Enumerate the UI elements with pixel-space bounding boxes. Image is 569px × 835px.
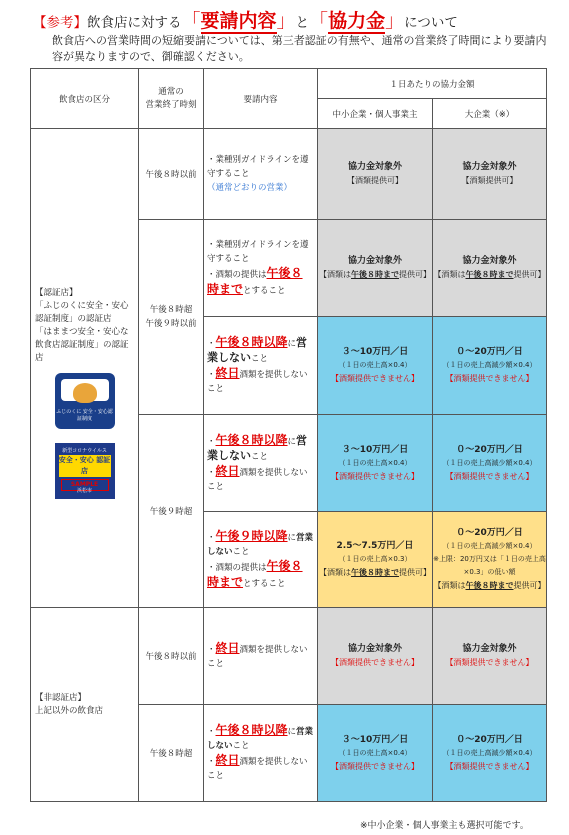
pay-sme-row7: ３〜10万円／日 （１日の売上高×0.4） 【酒類提供できません】 (318, 705, 433, 802)
category-noncertified: 【非認証店】 上記以外の飲食店 (31, 608, 139, 802)
request-table (30, 68, 547, 802)
pay-large-row1: 協力金対象外 【酒類提供可】 (433, 129, 547, 220)
intro-text: 飲食店への営業時間の短縮要請については、第三者認証の有無や、通常の営業終了時間により要請内容が異なりますので、御確認ください。 (52, 34, 547, 63)
time-before8-noncert: 午後８時以前 (139, 608, 204, 705)
hamamatsu-cert-logo: 新型コロナウイルス 安全・安心 認証店 SAMPLE 浜松市 (55, 443, 115, 499)
page-title: 【参考】飲食店に対する「要請内容」と「協力金」について (33, 10, 458, 32)
category-certified: 【認証店】 「ふじのくに安全・安心認証制度」の認証店 「はままつ安全・安心な飲食店認証制度」の認証店 ふじのくに 安全・安心認証制度 新型コロナウイルス 安全・安心 認証店 SAMPLE 浜松市 (31, 129, 139, 608)
pay-large-row2: 協力金対象外 【酒類は午後８時まで提供可】 (433, 220, 547, 317)
request-close-8b: ・午後８時以降に営業しないこと ・終日酒類を提供しないこと (204, 415, 318, 512)
pay-sme-row5: 2.5〜7.5万円／日 （１日の売上高×0.3） 【酒類は午後８時まで提供可】 (318, 512, 433, 608)
time-8-to-9: 午後８時超 午後９時以前 (139, 220, 204, 415)
request-guideline-alcohol: ・業種別ガイドラインを遵守すること ・酒類の提供は午後８時までとすること (204, 220, 318, 317)
pay-large-row5: ０〜20万円／日 （１日の売上高減少額×0.4） ※上限：20万円又は「１日の売上高×0.3」の低い額 【酒類は午後８時まで提供可】 (433, 512, 547, 608)
footnote: ※中小企業・個人事業主も選択可能です。 (360, 821, 529, 831)
request-close-8: ・午後８時以降に営業しないこと ・終日酒類を提供しないこと (204, 317, 318, 415)
pay-sme-row4: ３〜10万円／日 （１日の売上高×0.4） 【酒類提供できません】 (318, 415, 433, 512)
header-sme: 中小企業・個人事業主 (318, 99, 433, 129)
fujinokuni-cert-logo: ふじのくに 安全・安心認証制度 (55, 373, 115, 429)
pay-sme-row2: 協力金対象外 【酒類は午後８時まで提供可】 (318, 220, 433, 317)
time-before8: 午後８時以前 (139, 129, 204, 220)
header-category: 飲食店の区分 (31, 69, 139, 129)
time-after9: 午後９時超 (139, 415, 204, 608)
pay-sme-row1: 協力金対象外 【酒類提供可】 (318, 129, 433, 220)
request-close-9: ・午後９時以降に営業しないこと ・酒類の提供は午後８時までとすること (204, 512, 318, 608)
request-guideline: ・業種別ガイドラインを遵守すること （通常どおりの営業） (204, 129, 318, 220)
header-large: 大企業（※） (433, 99, 547, 129)
pay-large-row7: ０〜20万円／日 （１日の売上高減少額×0.4） 【酒類提供できません】 (433, 705, 547, 802)
header-per-day: １日あたりの協力金額 (318, 69, 547, 99)
header-close-time: 通常の 営業終了時刻 (139, 69, 204, 129)
header-request: 要請内容 (204, 69, 318, 129)
pay-large-row4: ０〜20万円／日 （１日の売上高減少額×0.4） 【酒類提供できません】 (433, 415, 547, 512)
pay-sme-row3: ３〜10万円／日 （１日の売上高×0.4） 【酒類提供できません】 (318, 317, 433, 415)
pay-large-row3: ０〜20万円／日 （１日の売上高減少額×0.4） 【酒類提供できません】 (433, 317, 547, 415)
pay-sme-row6: 協力金対象外 【酒類提供できません】 (318, 608, 433, 705)
time-after8-noncert: 午後８時超 (139, 705, 204, 802)
request-allday-noncert: ・終日酒類を提供しないこと (204, 608, 318, 705)
pay-large-row6: 協力金対象外 【酒類提供できません】 (433, 608, 547, 705)
request-close-noncert: ・午後８時以降に営業しないこと ・終日酒類を提供しないこと (204, 705, 318, 802)
